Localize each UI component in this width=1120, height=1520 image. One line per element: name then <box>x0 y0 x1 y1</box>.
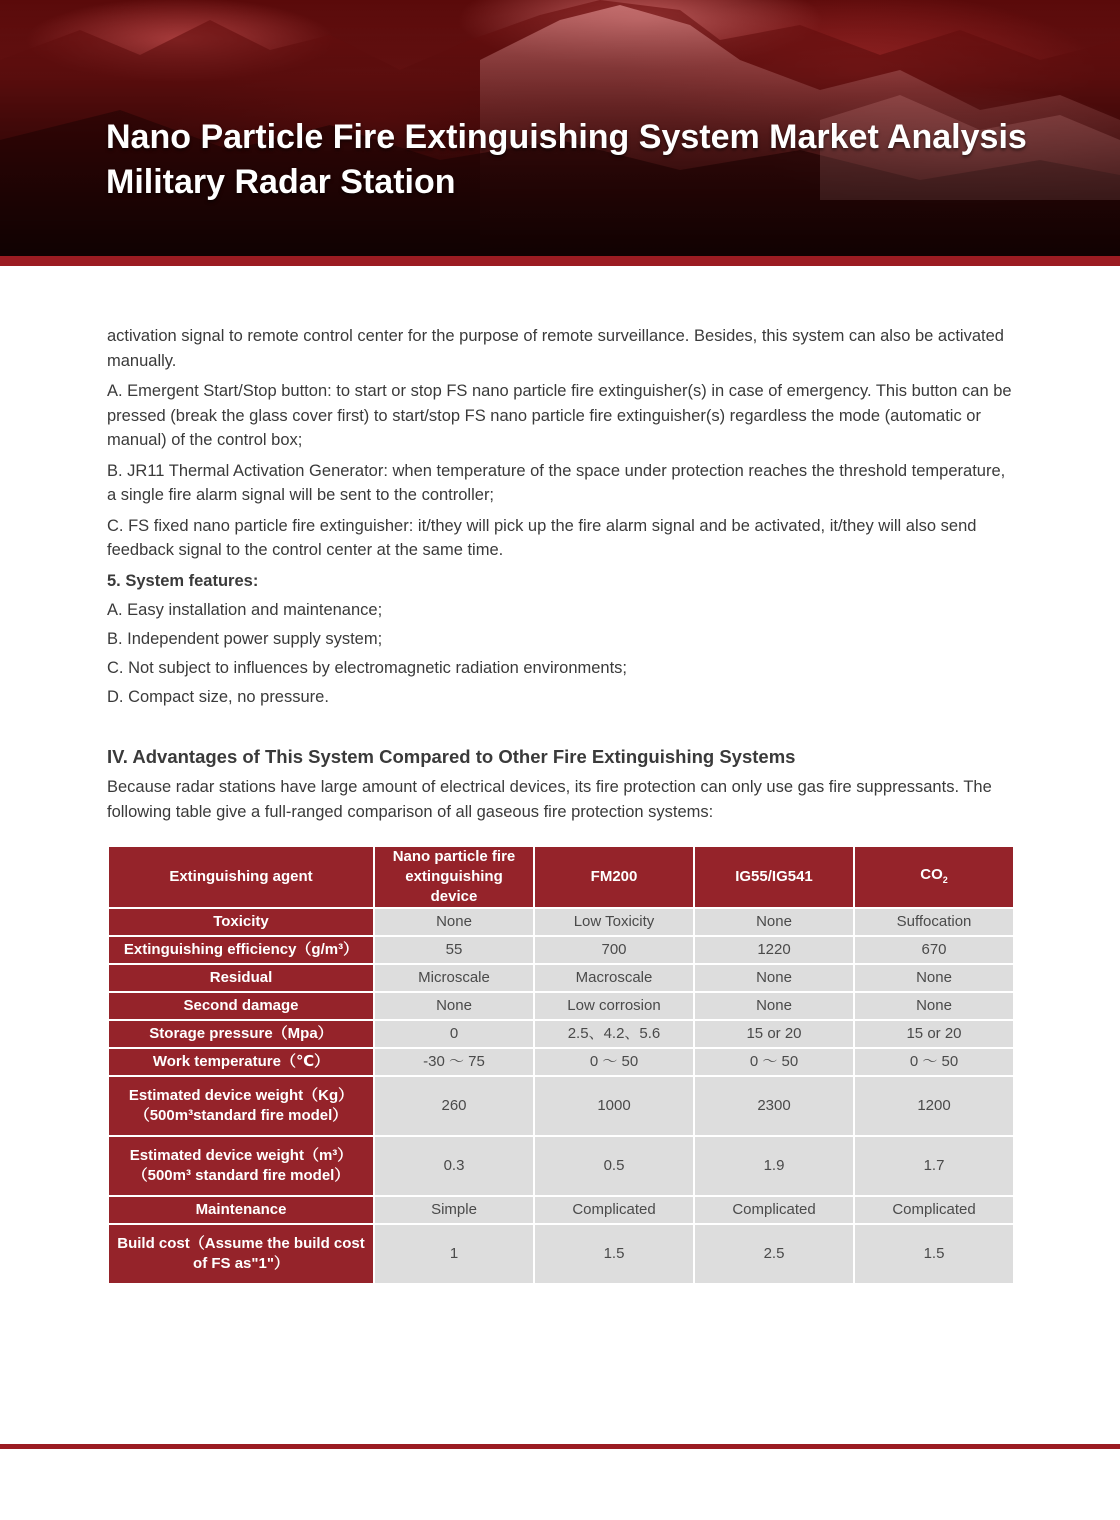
row-label-device-weight-m3 <box>108 1136 374 1196</box>
row-label-storage-pressure: Storage pressure（Mpa） <box>108 1020 374 1048</box>
table-cell: Complicated <box>854 1196 1014 1224</box>
table-cell: 0.3 <box>374 1136 534 1196</box>
section-intro: Because radar stations have large amount of electrical devices, its fire protection can only use gas fire suppressants. The following table give a full-ranged comparison of all gaseous fire protection systems: <box>107 778 992 821</box>
column-header-nano <box>374 846 534 908</box>
feature-item: D. Compact size, no pressure. <box>107 687 329 706</box>
row-label-device-weight-kg <box>108 1076 374 1136</box>
table-cell: 0 ～ 50 <box>854 1048 1014 1076</box>
table-cell: 0 ～ 50 <box>534 1048 694 1076</box>
table-row <box>108 1020 1014 1048</box>
row-label-toxicity: Toxicity <box>108 908 374 936</box>
table-row <box>108 1196 1014 1224</box>
table-cell: 2.5 <box>694 1224 854 1284</box>
table-cell: Low Toxicity <box>534 908 694 936</box>
row-label-line-2: （500m³ standard fire model） <box>132 1167 350 1184</box>
table-cell: Low corrosion <box>534 992 694 1020</box>
column-header-nano-line-1: Nano particle fire <box>392 848 516 865</box>
table-cell: 15 or 20 <box>694 1020 854 1048</box>
table-cell: 700 <box>534 936 694 964</box>
table-cell: 1.7 <box>854 1136 1014 1196</box>
table-cell: Macroscale <box>534 964 694 992</box>
table-cell: 1.9 <box>694 1136 854 1196</box>
body-content <box>107 324 1017 714</box>
row-label-build-cost <box>108 1224 374 1284</box>
feature-item: A. Easy installation and maintenance; <box>107 600 383 619</box>
table-cell: 0 ～ 50 <box>694 1048 854 1076</box>
table-row <box>108 992 1014 1020</box>
co2-label: CO <box>920 865 943 883</box>
page-title-line-2: Military Radar Station <box>106 163 456 201</box>
table-cell: 1.5 <box>534 1224 694 1284</box>
column-header-agent: Extinguishing agent <box>108 846 374 908</box>
table-cell: 670 <box>854 936 1014 964</box>
table-cell: Suffocation <box>854 908 1014 936</box>
table-cell: 1.5 <box>854 1224 1014 1284</box>
page-title <box>106 115 1027 205</box>
row-label-work-temperature: Work temperature（℃） <box>108 1048 374 1076</box>
row-label-maintenance: Maintenance <box>108 1196 374 1224</box>
row-label-line-2: of FS as"1"） <box>193 1255 289 1272</box>
table-cell: -30 ～ 75 <box>374 1048 534 1076</box>
table-cell: None <box>694 964 854 992</box>
table-cell: 0.5 <box>534 1136 694 1196</box>
table-cell: Simple <box>374 1196 534 1224</box>
table-cell: 55 <box>374 936 534 964</box>
table-cell: None <box>854 992 1014 1020</box>
column-header-nano-line-2: extinguishing device <box>405 868 503 905</box>
table-header-row <box>108 846 1014 908</box>
row-label-second-damage: Second damage <box>108 992 374 1020</box>
table-row <box>108 1048 1014 1076</box>
table-cell: 1220 <box>694 936 854 964</box>
section-heading: IV. Advantages of This System Compared to Other Fire Extinguishing Systems <box>107 746 796 767</box>
table-cell: 0 <box>374 1020 534 1048</box>
row-label-line-1: Estimated device weight（m³） <box>129 1147 353 1164</box>
row-label-efficiency: Extinguishing efficiency（g/m³） <box>108 936 374 964</box>
table-cell: None <box>694 908 854 936</box>
page-title-line-1: Nano Particle Fire Extinguishing System Market Analysis <box>106 118 1027 156</box>
table-row <box>108 964 1014 992</box>
table-cell: None <box>374 908 534 936</box>
table-cell: None <box>374 992 534 1020</box>
table-cell: 2300 <box>694 1076 854 1136</box>
row-label-residual: Residual <box>108 964 374 992</box>
header-divider <box>0 256 1120 266</box>
table-cell: 1200 <box>854 1076 1014 1136</box>
row-label-line-1: Build cost（Assume the build cost <box>117 1235 365 1252</box>
column-header-co2 <box>854 846 1014 908</box>
paragraph: C. FS fixed nano particle fire extinguisher: it/they will pick up the fire alarm signal and be activated, it/they will also send feedback signal to the control center at the same time. <box>107 516 977 559</box>
table-row <box>108 1136 1014 1196</box>
column-header-ig55-ig541: IG55/IG541 <box>694 846 854 908</box>
table-cell: 1000 <box>534 1076 694 1136</box>
co2-subscript: 2 <box>942 874 948 885</box>
table-cell: 1 <box>374 1224 534 1284</box>
column-header-fm200: FM200 <box>534 846 694 908</box>
table-cell: Complicated <box>534 1196 694 1224</box>
table-row <box>108 1224 1014 1284</box>
row-label-line-2: （500m³standard fire model） <box>134 1107 348 1124</box>
table-cell: 260 <box>374 1076 534 1136</box>
header-banner <box>0 0 1120 258</box>
table-cell: Microscale <box>374 964 534 992</box>
row-label-line-1: Estimated device weight（Kg） <box>128 1087 354 1104</box>
table-cell: None <box>854 964 1014 992</box>
paragraph: B. JR11 Thermal Activation Generator: when temperature of the space under protection reaches the threshold temperature, a single fire alarm signal will be sent to the controller; <box>107 461 1006 504</box>
table-row <box>108 936 1014 964</box>
table-cell: None <box>694 992 854 1020</box>
comparison-table <box>107 845 1015 1285</box>
paragraph: A. Emergent Start/Stop button: to start or stop FS nano particle fire extinguisher(s) in case of emergency. This button can be pressed (break the glass cover first) to start/stop FS nano particle fire extinguisher(s) regardless the mode (automatic or manual) of the control box; <box>107 382 1012 449</box>
table-cell: Complicated <box>694 1196 854 1224</box>
footer-divider <box>0 1444 1120 1449</box>
table-row <box>108 908 1014 936</box>
feature-item: C. Not subject to influences by electromagnetic radiation environments; <box>107 658 628 677</box>
table-row <box>108 1076 1014 1136</box>
table-cell: 2.5、4.2、5.6 <box>534 1020 694 1048</box>
feature-item: B. Independent power supply system; <box>107 629 383 648</box>
features-heading: 5. System features: <box>107 571 259 590</box>
table-cell: 15 or 20 <box>854 1020 1014 1048</box>
paragraph: activation signal to remote control center for the purpose of remote surveillance. Besides, this system can also be activated manually. <box>107 327 1004 370</box>
